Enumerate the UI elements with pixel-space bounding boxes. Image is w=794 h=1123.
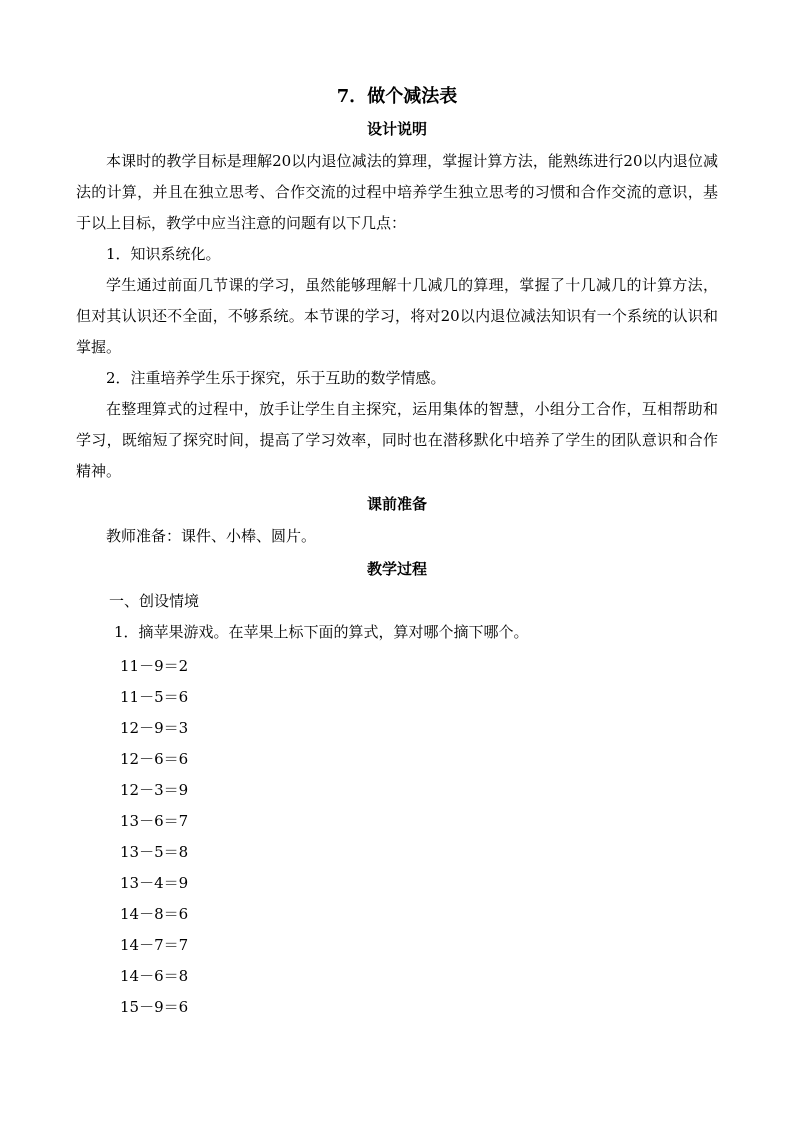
equation-item: 13－4＝9 (120, 874, 189, 892)
activity-one-text: 1．摘苹果游戏。在苹果上标下面的算式，算对哪个摘下哪个。 (114, 623, 529, 641)
section-one-heading: 一、创设情境 (109, 592, 200, 610)
equation-item: 11－9＝2 (120, 657, 189, 675)
equation-item: 12－3＝9 (120, 781, 189, 799)
document-page (76, 82, 718, 1023)
design-point-1-body: 学生通过前面几节课的学习，虽然能够理解十几减几的算理，掌握了十几减几的计算方法，但对其认识还不全面，不够系统。本节课的学习，将对20以内退位减法知识有一个系统的认识和掌握。 (76, 276, 718, 356)
equation-item: 12－9＝3 (120, 719, 189, 737)
equation-item: 15－9＝6 (120, 998, 189, 1016)
equation-item: 14－7＝7 (120, 936, 189, 954)
design-point-2-body: 在整理算式的过程中，放手让学生自主探究，运用集体的智慧，小组分工合作，互相帮助和学习，既缩短了探究时间，提高了学习效率，同时也在潜移默化中培养了学生的团队意识和合作精神。 (76, 400, 718, 480)
design-paragraph-intro: 本课时的教学目标是理解20以内退位减法的算理，掌握计算方法，能熟练进行20以内退位减法的计算，并且在独立思考、合作交流的过程中培养学生独立思考的习惯和合作交流的意识，基于以上目标，教学中应当注意的问题有以下几点： (76, 152, 718, 232)
page-title: 7．做个减法表 (336, 86, 458, 107)
equation-item: 12－6＝6 (120, 750, 189, 768)
design-point-2-heading: 2．注重培养学生乐于探究，乐于互助的数学情感。 (106, 369, 446, 387)
equation-item: 11－5＝6 (120, 688, 189, 706)
equation-item: 14－8＝6 (120, 905, 189, 923)
equation-item: 13－5＝8 (120, 843, 189, 861)
process-heading: 教学过程 (366, 560, 427, 578)
design-point-1-heading: 1．知识系统化。 (106, 245, 221, 263)
prep-text: 教师准备：课件、小棒、圆片。 (106, 527, 317, 545)
equation-item: 13－6＝7 (120, 812, 189, 830)
prep-heading: 课前准备 (366, 495, 427, 513)
design-heading: 设计说明 (366, 120, 427, 138)
equation-item: 14－6＝8 (120, 967, 189, 985)
equation-list (76, 651, 718, 1023)
